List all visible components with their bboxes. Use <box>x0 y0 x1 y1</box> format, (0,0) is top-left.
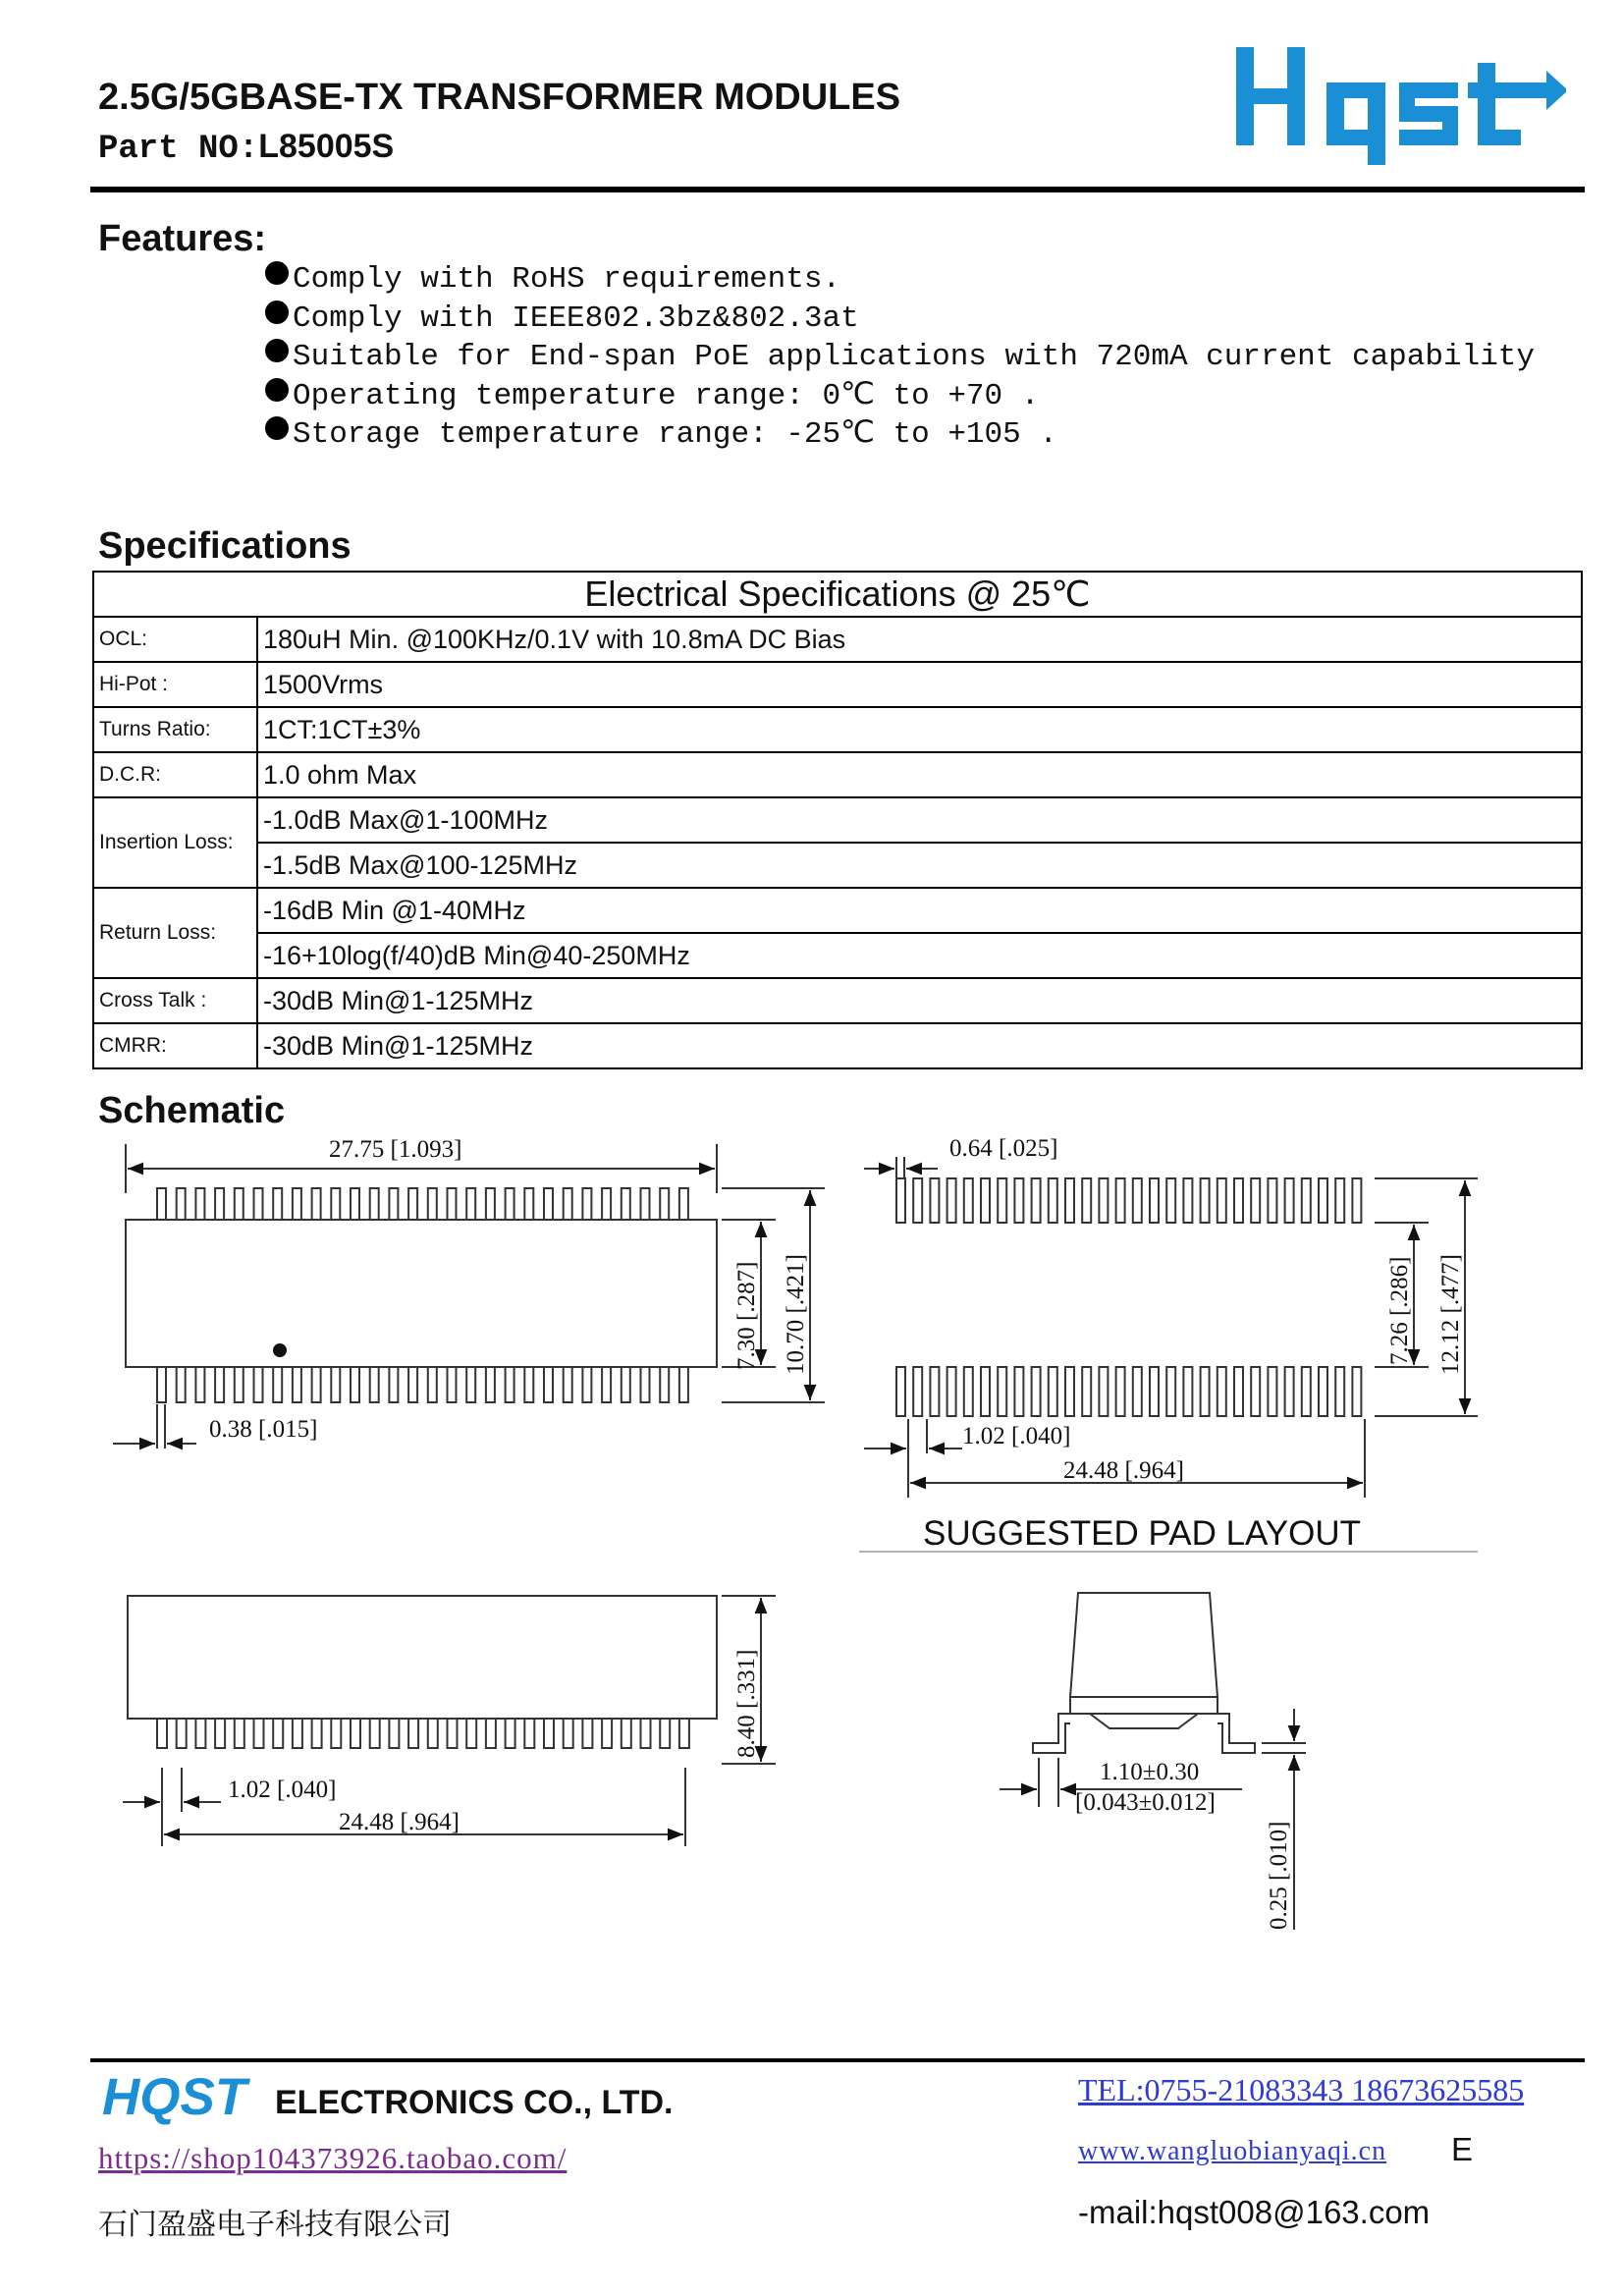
pad <box>1251 1367 1260 1416</box>
side-pin <box>254 1719 264 1748</box>
pad <box>1116 1178 1125 1223</box>
dim-pad-pitch: 1.02 [.040] <box>962 1423 1071 1449</box>
spec-value: -30dB Min@1-125MHz <box>257 1023 1582 1068</box>
pad <box>1049 1367 1057 1416</box>
pad <box>1133 1178 1142 1223</box>
side-pin <box>331 1719 341 1748</box>
pad <box>998 1178 1006 1223</box>
pad <box>981 1178 990 1223</box>
email-prefix: E <box>1451 2131 1474 2167</box>
spec-value: -16+10log(f/40)dB Min@40-250MHz <box>257 933 1582 978</box>
spec-param: Hi-Pot : <box>93 662 257 707</box>
pad <box>1335 1178 1344 1223</box>
dim-pad-gap: 7.26 [.286] <box>1386 1256 1413 1365</box>
pin <box>331 1188 340 1220</box>
end-body <box>1070 1593 1217 1697</box>
pin <box>524 1188 533 1220</box>
feature-item: Comply with IEEE802.3bz&802.3at <box>263 297 1535 336</box>
pin <box>235 1367 243 1402</box>
spec-param: OCL: <box>93 617 257 662</box>
pin1-dot <box>273 1343 287 1357</box>
dim-pad-total: 12.12 [.477] <box>1437 1254 1464 1375</box>
side-pins <box>157 1719 689 1748</box>
pad <box>1302 1178 1311 1223</box>
side-pin <box>389 1719 399 1748</box>
spec-param: Cross Talk : <box>93 978 257 1023</box>
pad <box>1352 1367 1361 1416</box>
footer-brand: HQST <box>102 2068 247 2126</box>
spec-value: 1.0 ohm Max <box>257 752 1582 797</box>
spec-value: -16dB Min @1-40MHz <box>257 888 1582 933</box>
side-pin <box>428 1719 438 1748</box>
pad <box>1032 1178 1041 1223</box>
side-pin <box>602 1719 612 1748</box>
pad-layout-title: SUGGESTED PAD LAYOUT <box>923 1514 1362 1553</box>
side-pin <box>408 1719 418 1748</box>
feature-item: Storage temperature range: -25℃ to +105 . <box>263 412 1535 452</box>
pad <box>1065 1178 1074 1223</box>
spec-param: Return Loss: <box>93 888 257 978</box>
side-pin <box>370 1719 380 1748</box>
footer-rule <box>90 2058 1585 2062</box>
pad <box>1099 1178 1108 1223</box>
specifications-heading: Specifications <box>98 525 352 567</box>
pin <box>195 1367 204 1402</box>
pad <box>1116 1367 1125 1416</box>
pad <box>1285 1178 1294 1223</box>
side-pin <box>622 1719 631 1748</box>
pin <box>215 1188 224 1220</box>
pin <box>544 1188 553 1220</box>
pin <box>506 1367 514 1402</box>
pad <box>1234 1367 1243 1416</box>
dim-side-height: 8.40 [.331] <box>733 1649 760 1758</box>
spec-value: -1.0dB Max@1-100MHz <box>257 797 1582 843</box>
dim-side-pitch: 1.02 [.040] <box>228 1777 337 1803</box>
pad <box>1201 1367 1210 1416</box>
pin <box>254 1188 263 1220</box>
dim-side-span: 24.48 [.964] <box>339 1809 460 1835</box>
pin <box>602 1188 611 1220</box>
spec-param: CMRR: <box>93 1023 257 1068</box>
pin <box>564 1188 572 1220</box>
dim-length: 27.75 [1.093] <box>329 1136 462 1163</box>
pin <box>448 1188 457 1220</box>
pin <box>157 1367 166 1402</box>
pad <box>930 1367 939 1416</box>
spec-table-title: Electrical Specifications @ 25℃ <box>93 572 1582 617</box>
side-pin <box>466 1719 476 1748</box>
pad <box>1217 1367 1226 1416</box>
pad <box>1065 1367 1074 1416</box>
pad <box>964 1178 973 1223</box>
pin <box>351 1367 359 1402</box>
pin <box>486 1188 495 1220</box>
company-name-cn: 石门盈盛电子科技有限公司 <box>98 2208 452 2242</box>
pin <box>466 1367 475 1402</box>
pad <box>947 1367 956 1416</box>
pin <box>679 1188 688 1220</box>
pin <box>506 1188 514 1220</box>
spec-value: 180uH Min. @100KHz/0.1V with 10.8mA DC Bias <box>257 617 1582 662</box>
pin <box>448 1367 457 1402</box>
pad <box>1014 1178 1023 1223</box>
dim-lead: 1.10±0.30 <box>1100 1759 1200 1785</box>
pin <box>235 1188 243 1220</box>
side-pin <box>351 1719 360 1748</box>
pin <box>215 1367 224 1402</box>
pad <box>1150 1178 1159 1223</box>
pad <box>1285 1367 1294 1416</box>
part-number-label: Part NO: <box>98 131 259 168</box>
spec-value: 1500Vrms <box>257 662 1582 707</box>
pin <box>254 1367 263 1402</box>
shop-link[interactable]: https://shop104373926.taobao.com/ <box>98 2141 568 2175</box>
pad <box>1201 1178 1210 1223</box>
side-pin <box>195 1719 205 1748</box>
pin <box>177 1367 186 1402</box>
spec-param: Turns Ratio: <box>93 707 257 752</box>
spec-value: 1CT:1CT±3% <box>257 707 1582 752</box>
top-view-drawing <box>113 1144 825 1449</box>
pad <box>1268 1178 1276 1223</box>
side-pin <box>564 1719 573 1748</box>
pad <box>1302 1367 1311 1416</box>
pin <box>331 1367 340 1402</box>
schematic-heading: Schematic <box>98 1090 286 1131</box>
spec-value: -30dB Min@1-125MHz <box>257 978 1582 1023</box>
website-link[interactable]: www.wangluobianyaqi.cn <box>1078 2136 1387 2166</box>
pad <box>1319 1367 1327 1416</box>
package-body <box>126 1220 717 1367</box>
pin <box>660 1188 669 1220</box>
pin <box>273 1367 282 1402</box>
pin <box>293 1367 301 1402</box>
feature-item: Comply with RoHS requirements. <box>263 257 1535 297</box>
spec-param: Insertion Loss: <box>93 797 257 888</box>
side-pin <box>177 1719 187 1748</box>
side-pin <box>312 1719 322 1748</box>
pad <box>947 1178 956 1223</box>
pad <box>1217 1178 1226 1223</box>
pad <box>1082 1178 1091 1223</box>
pin <box>195 1188 204 1220</box>
pad <box>1352 1178 1361 1223</box>
dim-thickness: 0.25 [.010] <box>1266 1821 1292 1930</box>
part-number-value: L85005S <box>258 128 395 165</box>
pin <box>370 1188 379 1220</box>
side-pin <box>582 1719 592 1748</box>
pad <box>896 1367 905 1416</box>
pad <box>1183 1178 1192 1223</box>
pad <box>1032 1367 1041 1416</box>
pin <box>370 1367 379 1402</box>
pad <box>1099 1367 1108 1416</box>
pad <box>981 1367 990 1416</box>
side-body <box>128 1596 717 1719</box>
dim-lead-inch: [0.043±0.012] <box>1075 1789 1216 1816</box>
pin <box>273 1188 282 1220</box>
pin <box>524 1367 533 1402</box>
footer-company-name: ELECTRONICS CO., LTD. <box>275 2084 674 2121</box>
pad <box>1251 1178 1260 1223</box>
pin <box>641 1188 650 1220</box>
side-pin <box>679 1719 689 1748</box>
dim-pin-width: 0.38 [.015] <box>209 1416 318 1443</box>
side-pin <box>215 1719 225 1748</box>
pad <box>998 1367 1006 1416</box>
dim-pad-span: 24.48 [.964] <box>1063 1457 1184 1484</box>
pad <box>1319 1178 1327 1223</box>
pad <box>1133 1367 1142 1416</box>
pad-row-bottom <box>896 1367 1361 1416</box>
top-pins <box>157 1188 688 1220</box>
side-pin <box>544 1719 554 1748</box>
side-pin <box>293 1719 302 1748</box>
pad <box>913 1178 922 1223</box>
pin <box>582 1188 591 1220</box>
pad <box>1049 1178 1057 1223</box>
pad <box>1150 1367 1159 1416</box>
features-heading: Features: <box>98 218 267 259</box>
side-pin <box>641 1719 651 1748</box>
pad <box>930 1178 939 1223</box>
pin <box>389 1188 398 1220</box>
pad <box>1335 1367 1344 1416</box>
pin <box>582 1367 591 1402</box>
feature-item: Suitable for End-span PoE applications with 720mA current capability <box>263 335 1535 374</box>
pad <box>964 1367 973 1416</box>
pin <box>544 1367 553 1402</box>
side-pin <box>506 1719 515 1748</box>
pad-row-top <box>896 1178 1361 1223</box>
pin <box>428 1367 437 1402</box>
pad <box>896 1178 905 1223</box>
side-pin <box>486 1719 496 1748</box>
side-pin <box>273 1719 283 1748</box>
pin <box>641 1367 650 1402</box>
pin <box>312 1188 321 1220</box>
pin <box>466 1188 475 1220</box>
pad-layout-drawing <box>859 1157 1478 1552</box>
pad <box>1268 1367 1276 1416</box>
bottom-pins <box>157 1367 688 1402</box>
pin <box>408 1367 417 1402</box>
pin <box>351 1188 359 1220</box>
pin <box>428 1188 437 1220</box>
side-pin <box>235 1719 244 1748</box>
side-pin <box>157 1719 167 1748</box>
pin <box>679 1367 688 1402</box>
side-pin <box>524 1719 534 1748</box>
email-address: -mail:hqst008@163.com <box>1078 2194 1431 2230</box>
pin <box>293 1188 301 1220</box>
side-pin <box>660 1719 670 1748</box>
pin <box>622 1188 630 1220</box>
dim-body-width: 7.30 [.287] <box>733 1261 760 1370</box>
pad <box>1014 1367 1023 1416</box>
side-pin <box>448 1719 458 1748</box>
pin <box>486 1367 495 1402</box>
pin <box>660 1367 669 1402</box>
spec-param: D.C.R: <box>93 752 257 797</box>
pin <box>312 1367 321 1402</box>
telephone-link[interactable]: TEL:0755-21083343 18673625585 <box>1078 2072 1525 2107</box>
pad <box>1166 1367 1175 1416</box>
pad <box>913 1367 922 1416</box>
pad <box>1183 1367 1192 1416</box>
pin <box>157 1188 166 1220</box>
feature-item: Operating temperature range: 0℃ to +70 . <box>263 374 1535 413</box>
pad <box>1082 1367 1091 1416</box>
pin <box>564 1367 572 1402</box>
dim-total-width: 10.70 [.421] <box>783 1254 809 1375</box>
pin <box>408 1188 417 1220</box>
pin <box>602 1367 611 1402</box>
pad <box>1166 1178 1175 1223</box>
pad <box>1234 1178 1243 1223</box>
dim-pad-width: 0.64 [.025] <box>949 1135 1058 1162</box>
pin <box>389 1367 398 1402</box>
pin <box>622 1367 630 1402</box>
pin <box>177 1188 186 1220</box>
document-title: 2.5G/5GBASE-TX TRANSFORMER MODULES <box>98 77 901 118</box>
spec-value: -1.5dB Max@100-125MHz <box>257 843 1582 888</box>
